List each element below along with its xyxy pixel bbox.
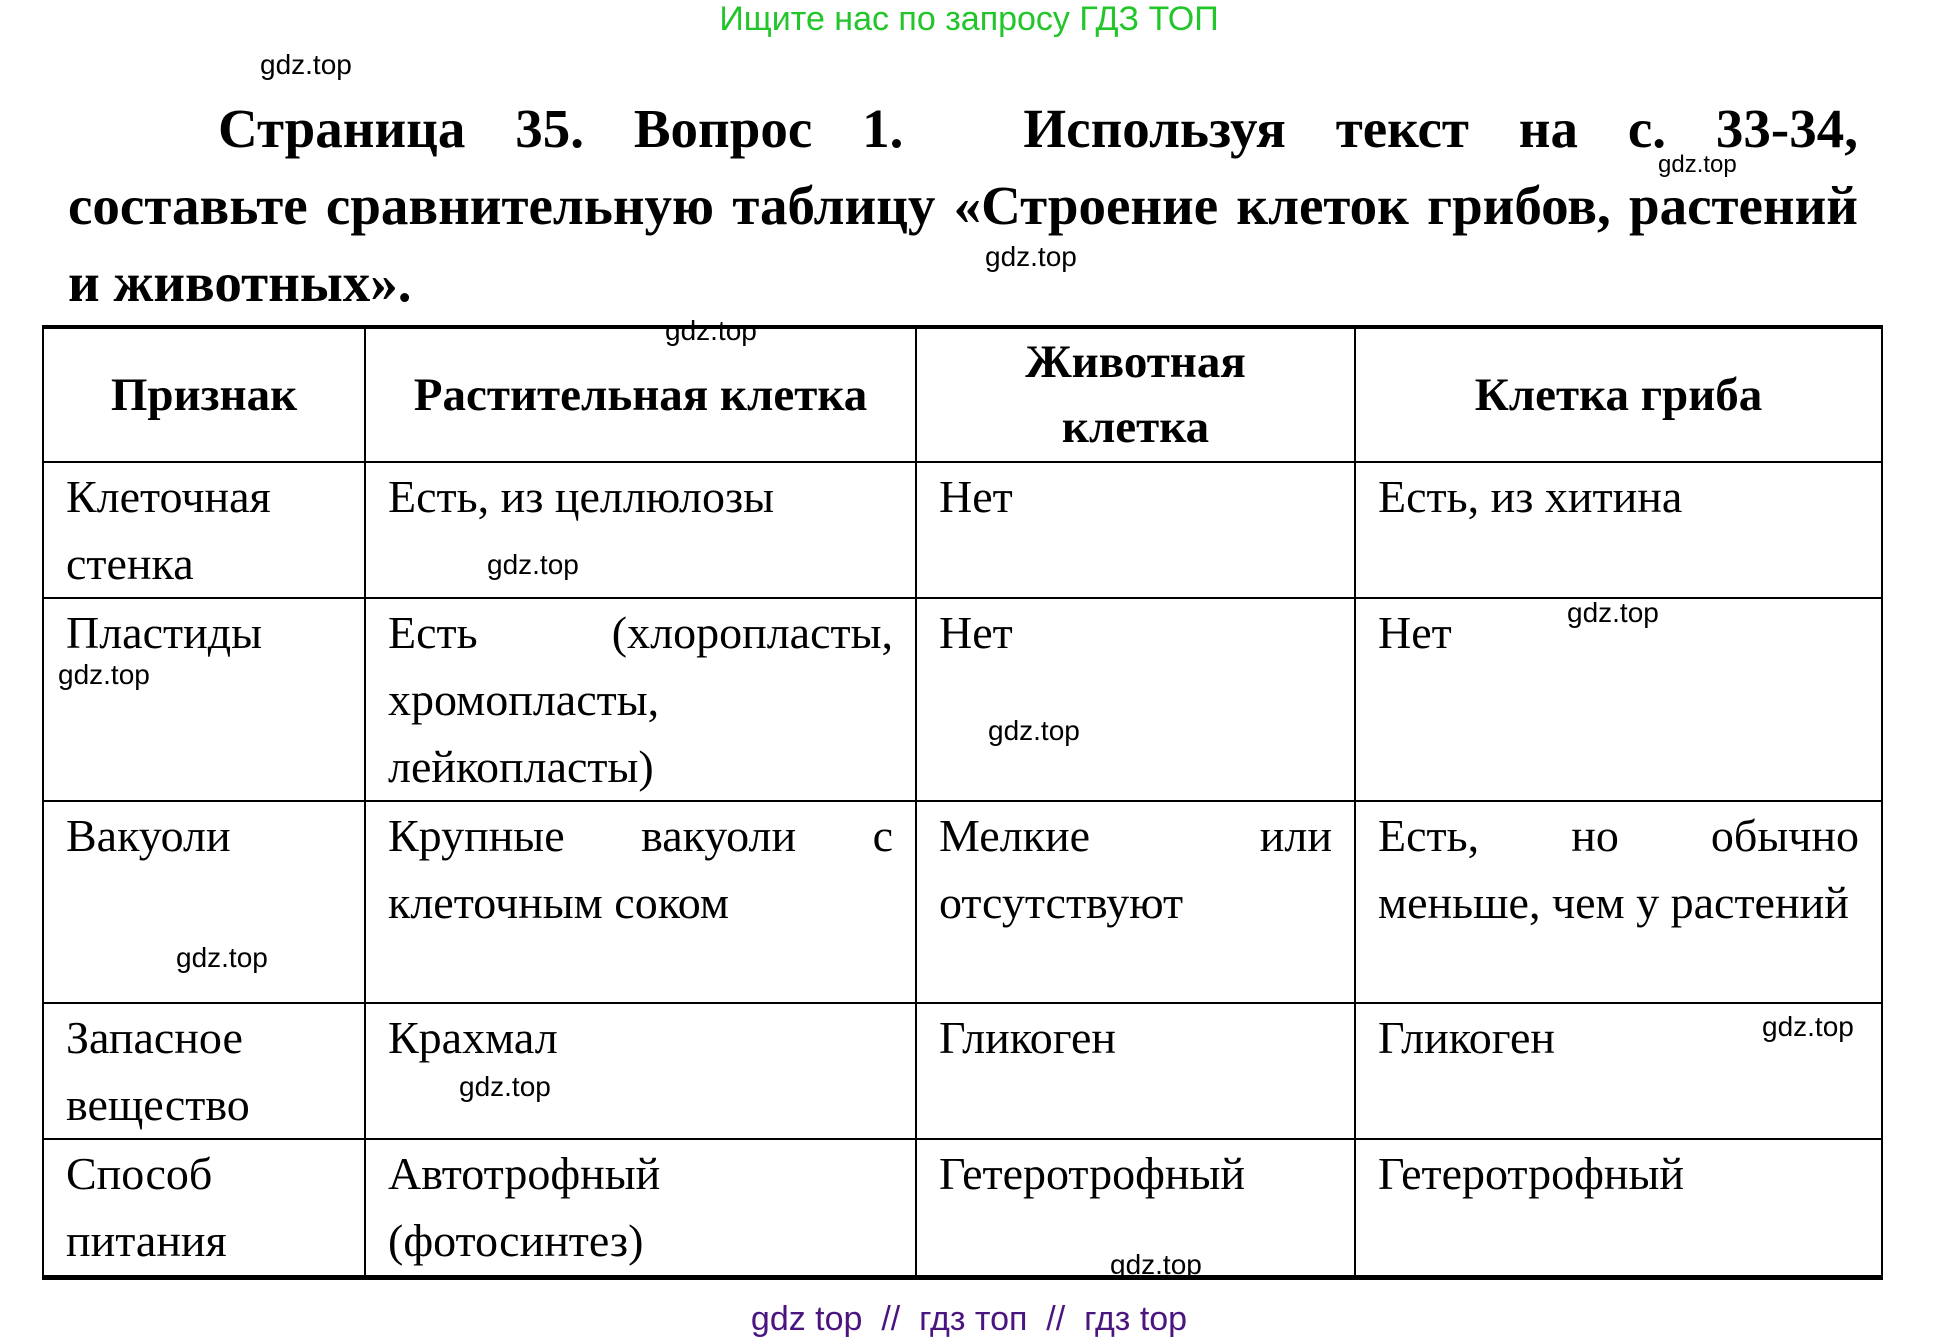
table-row <box>43 598 1882 801</box>
table-row <box>43 1139 1882 1277</box>
cell-animal: Гликоген <box>916 1003 1355 1139</box>
question-number: Страница 35. Вопрос 1. <box>218 98 904 159</box>
watermark: gdz.top <box>459 1071 551 1102</box>
table-row <box>43 462 1882 598</box>
cell-feature: Клеточная стенка <box>43 462 365 598</box>
watermark: gdz.top <box>1567 597 1659 628</box>
watermark: gdz.top <box>260 49 352 80</box>
comparison-table <box>42 325 1883 1280</box>
watermark: gdz.top <box>985 241 1077 272</box>
cell-plant: Крупные вакуоли с клеточным соком <box>365 801 916 1003</box>
cell-fungus: Нет <box>1355 598 1882 801</box>
footer-links: gdz top // гдз топ // гдз top <box>750 1300 1188 1338</box>
cell-animal: Нет <box>916 598 1355 801</box>
header-fungal-cell: Клетка гриба <box>1355 327 1882 462</box>
cell-feature: Вакуоли <box>43 801 365 1003</box>
table-row <box>43 1003 1882 1139</box>
header-plant-cell: Растительная клетка <box>365 327 916 462</box>
cell-fungus: Гликоген <box>1355 1003 1882 1139</box>
cell-animal: Мелкие или отсутствуют <box>916 801 1355 1003</box>
table-row <box>43 801 1882 1003</box>
watermark: gdz.top <box>1110 1249 1202 1280</box>
cell-feature: Способ питания <box>43 1139 365 1277</box>
cell-plant: Автотрофный (фотосинтез) <box>365 1139 916 1277</box>
watermark: gdz.top <box>58 659 150 690</box>
watermark: gdz.top <box>1658 151 1737 178</box>
cell-plant: Есть (хлоропласты, хромопласты, лейкопласты) <box>365 598 916 801</box>
table-header-row <box>43 327 1882 462</box>
header-feature: Признак <box>43 327 365 462</box>
cell-animal: Нет <box>916 462 1355 598</box>
watermark: gdz.top <box>176 942 268 973</box>
cell-feature: Пластиды <box>43 598 365 801</box>
watermark: gdz.top <box>487 549 579 580</box>
cell-feature: Запасное вещество <box>43 1003 365 1139</box>
cell-fungus: Есть, из хитина <box>1355 462 1882 598</box>
watermark: gdz.top <box>665 315 757 346</box>
cell-plant: Есть, из целлюлозы <box>365 462 916 598</box>
search-hint-banner: Ищите нас по запросу ГДЗ ТОП <box>719 0 1219 38</box>
header-animal-cell: Животная клетка <box>916 327 1355 462</box>
cell-animal: Гетеротрофный <box>916 1139 1355 1277</box>
question-text: Используя текст на с. 33-34, составьте сравнительную таблицу «Строение клеток грибов, растений и животных». <box>68 98 1859 313</box>
watermark: gdz.top <box>988 715 1080 746</box>
cell-plant: Крахмал <box>365 1003 916 1139</box>
cell-fungus: Есть, но обычно меньше, чем у растений <box>1355 801 1882 1003</box>
question-title <box>68 90 1858 321</box>
watermark: gdz.top <box>1762 1011 1854 1042</box>
cell-fungus: Гетеротрофный <box>1355 1139 1882 1277</box>
